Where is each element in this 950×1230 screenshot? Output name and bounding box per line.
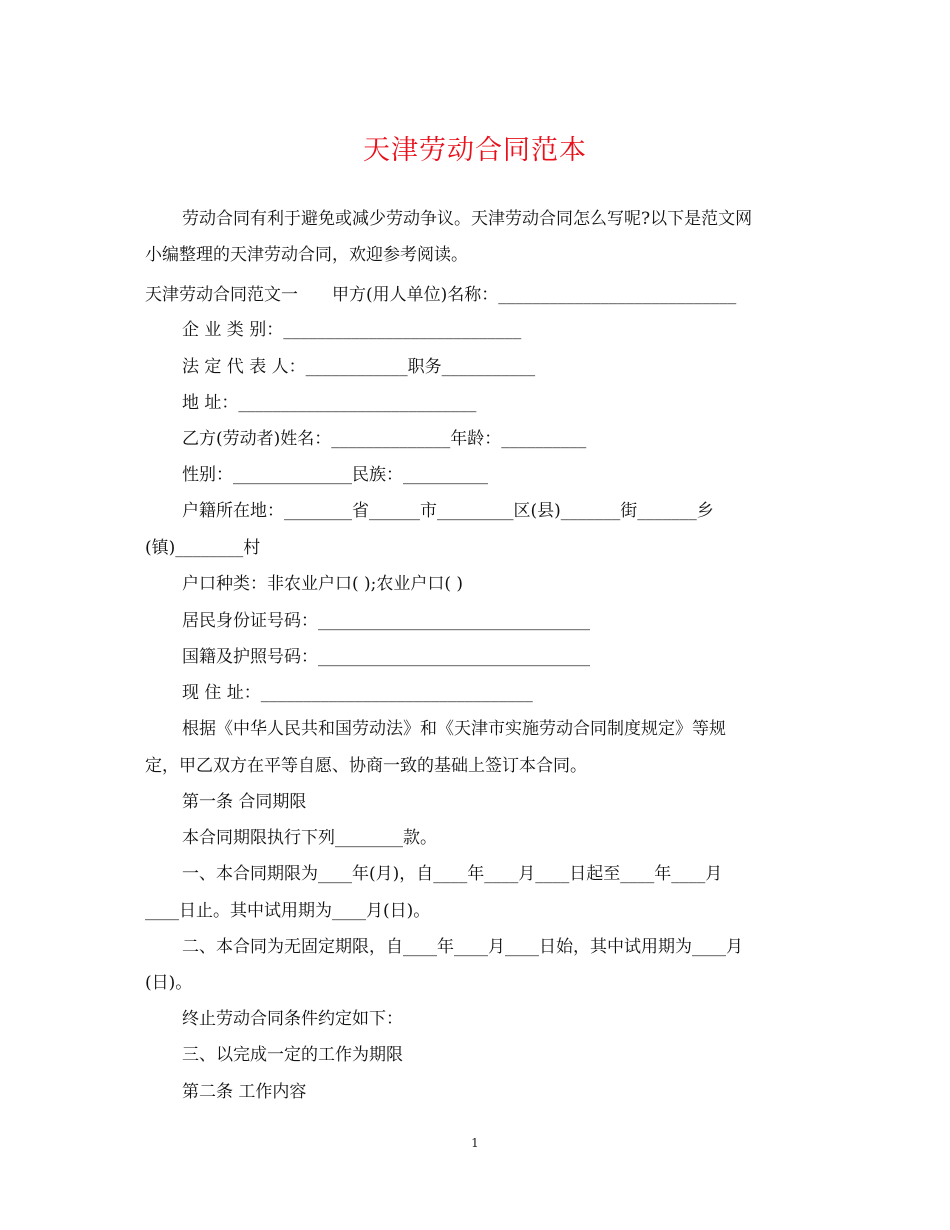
employer-name-line: 天津劳动合同范文一 甲方(用人单位)名称：____________________________ [145,285,737,305]
document-title: 天津劳动合同范本 [363,135,587,166]
clause-2-line-1: 二、本合同为无固定期限，自____年____月____日始，其中试用期为____月 [182,937,743,957]
page-number: 1 [471,1136,479,1150]
article-1-intro: 本合同期限执行下列________款。 [182,828,437,848]
termination-conditions-line: 终止劳动合同条件约定如下： [182,1009,403,1029]
id-number-line: 居民身份证号码：________________________________ [182,611,590,631]
household-registration-line-2: (镇)________村 [145,538,261,558]
clause-2-line-2: (日)。 [145,973,193,993]
intro-line-1: 劳动合同有利于避免或减少劳动争议。天津劳动合同怎么写呢?以下是范文网 [182,209,753,229]
clause-1-line-1: 一、本合同期限为____年(月)，自____年____月____日起至____年____月 [182,864,723,884]
household-type-line: 户口种类：非农业户口( );农业户口( ) [182,574,464,594]
article-1-heading: 第一条 合同期限 [182,792,307,812]
basis-paragraph-line-2: 定，甲乙双方在平等自愿、协商一致的基础上签订本合同。 [145,756,587,776]
intro-line-2: 小编整理的天津劳动合同，欢迎参考阅读。 [145,245,468,265]
household-registration-line-1: 户籍所在地：________省______市_________区(县)_______街_______乡 [182,501,714,521]
clause-3-line: 三、以完成一定的工作为期限 [182,1045,403,1065]
legal-representative-line: 法 定 代 表 人：____________职务___________ [182,357,536,377]
enterprise-type-line: 企 业 类 别：____________________________ [182,320,522,340]
gender-ethnicity-line: 性别：______________民族：__________ [182,465,488,485]
clause-1-line-2: ____日止。其中试用期为____月(日)。 [145,901,431,921]
current-address-line: 现 住 址：________________________________ [182,683,533,703]
employer-address-line: 地 址：____________________________ [182,393,477,413]
passport-line: 国籍及护照号码：________________________________ [182,647,590,667]
employee-name-line: 乙方(劳动者)姓名：______________年龄：__________ [182,429,587,449]
basis-paragraph-line-1: 根据《中华人民共和国劳动法》和《天津市实施劳动合同制度规定》等规 [182,719,726,739]
article-2-heading: 第二条 工作内容 [182,1082,307,1102]
